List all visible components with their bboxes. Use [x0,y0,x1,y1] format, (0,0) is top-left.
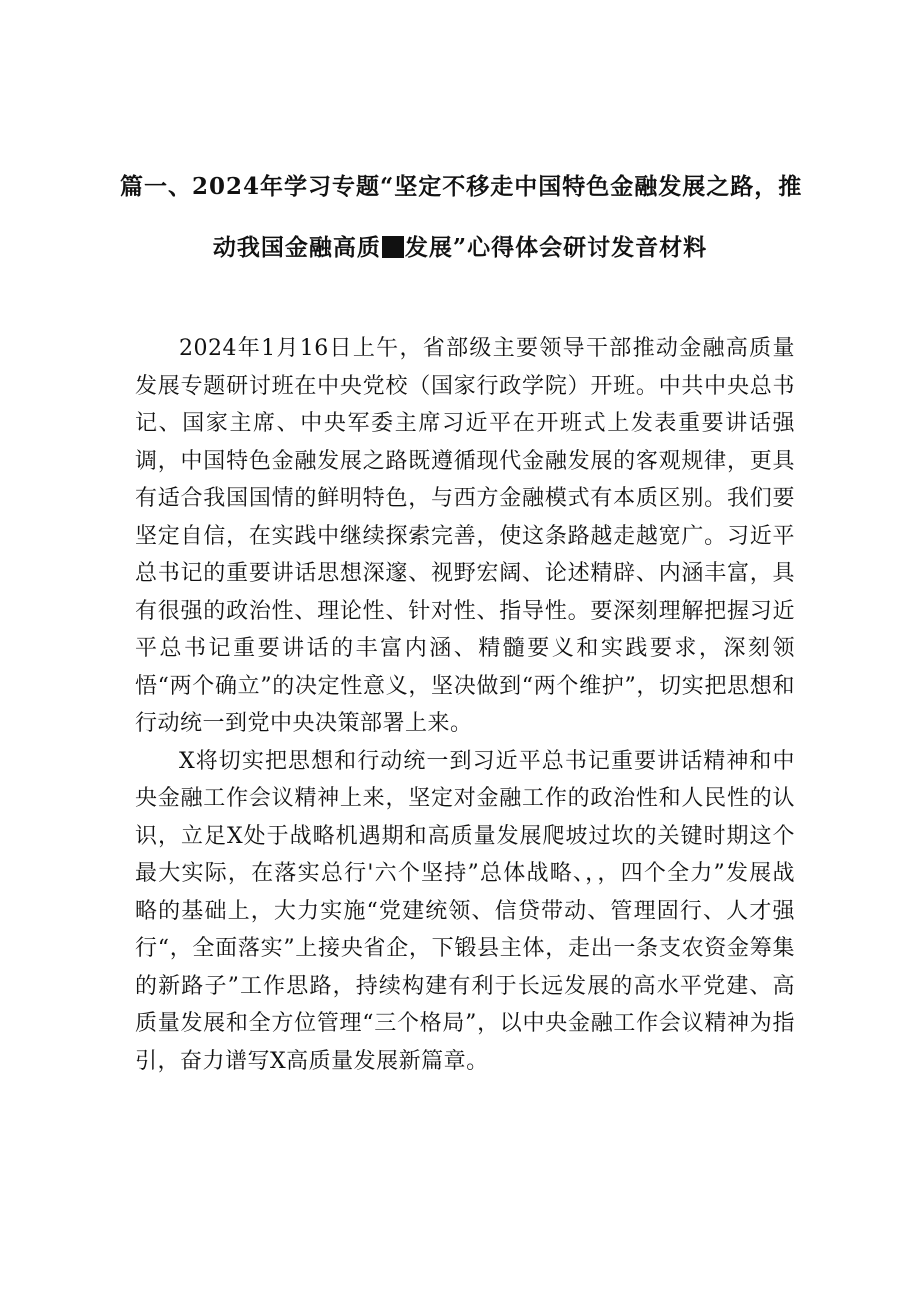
document-title-line-1: 篇一、2024年学习专题“坚定不移走中国特色金融发展之路，推 [120,173,803,200]
title-text-part-1: 动我国金融高质 [212,234,381,261]
title-text-part-2: 发展”心得体会研讨发音材料 [404,234,708,261]
redaction-block-icon [382,236,404,258]
body-paragraph: X将切实把思想和行动统一到习近平总书记重要讲话精神和中央金融工作会议精神上来，坚定对金融工作的政治性和人民性的认识，立足X处于战略机遇期和高质量发展爬坡过坎的关键时期这个最大实际，在落实总行'六个坚持”总体战略、，，四个全力”发展战略的基础上，大力实施“党建统领、信贷带动、管理固行、人才强行“，全面落实”上接央省企，下锻县主体，走出一条支农资金筹集的新路子”工作思路，持续构建有利于长远发展的高水平党建、高质量发展和全方位管理“三个格局”，以中央金融工作会议精神为指引，奋力谱写X高质量发展新篇章。 [135,748,795,1074]
document-title-line-2 [120,233,800,263]
body-paragraph: 2024年1月16日上午，省部级主要领导干部推动金融高质量发展专题研讨班在中央党校（国家行政学院）开班。中共中央总书记、国家主席、中央军委主席习近平在开班式上发表重要讲话强调，中国特色金融发展之路既遵循现代金融发展的客观规律，更具有适合我国国情的鲜明特色，与西方金融模式有本质区别。我们要坚定自信，在实践中继续探索完善，使这条路越走越宽广。习近平总书记的重要讲话思想深邃、视野宏阔、论述精辟、内涵丰富，具有很强的政治性、理论性、针对性、指导性。要深刻理解把握习近平总书记重要讲话的丰富内涵、精髓要义和实践要求，深刻领悟“两个确立”的决定性意义，坚决做到“两个维护”，切实把思想和行动统一到党中央决策部署上来。 [135,336,795,736]
document-body [135,330,795,1080]
